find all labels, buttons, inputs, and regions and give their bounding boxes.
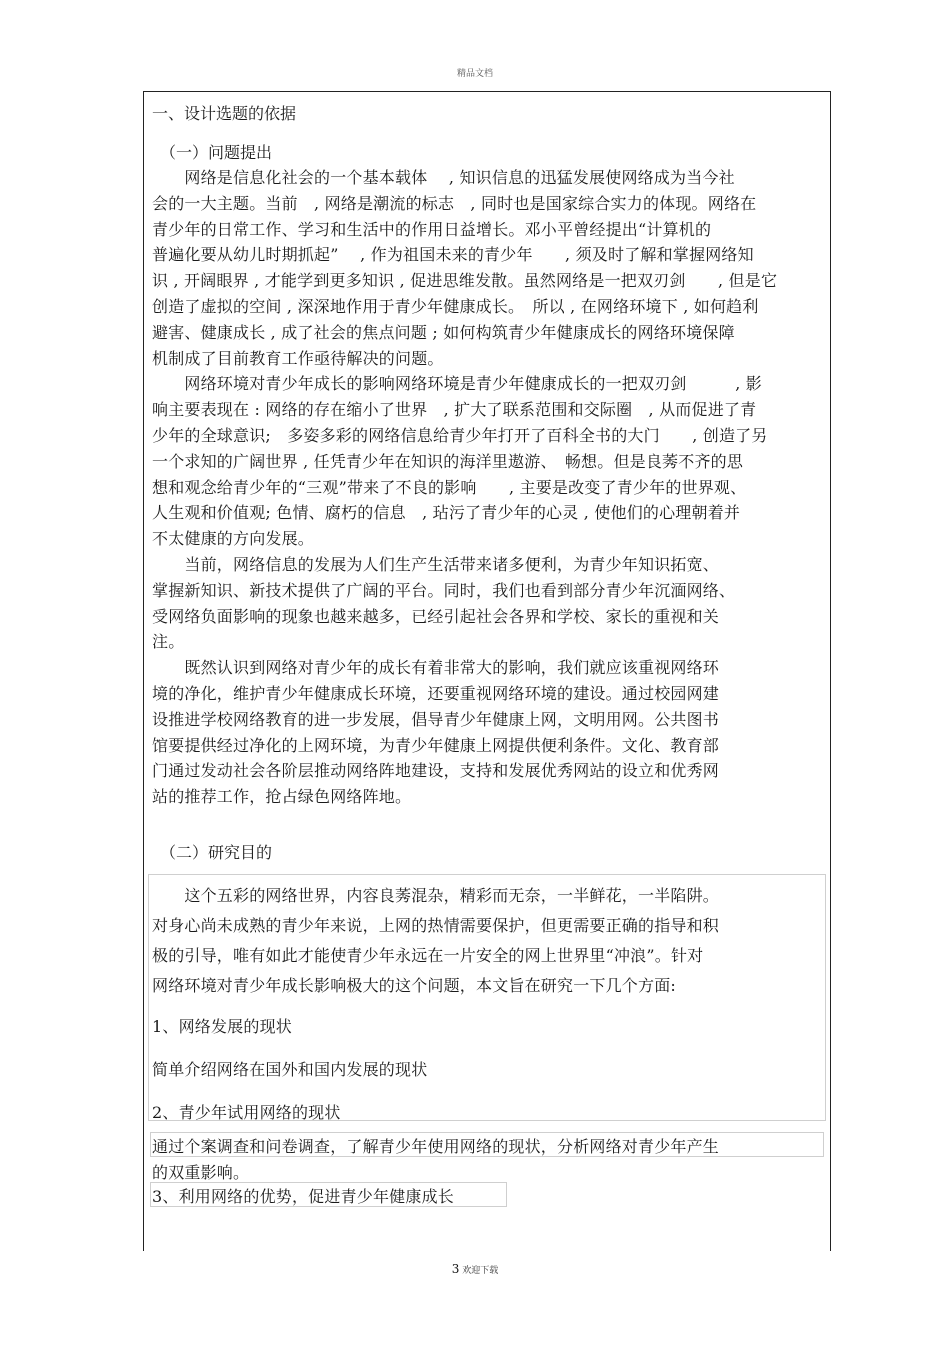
page-footer xyxy=(0,1262,950,1276)
problem-paragraph-line: 人生观和价值观; 色情、腐朽的信息 , 玷污了青少年的心灵 , 使他们的心理朝着并 xyxy=(152,503,741,523)
page-header: 精品文档 xyxy=(456,69,493,79)
item-2-desc-line-2: 的双重影响。 xyxy=(152,1163,250,1182)
problem-paragraph-line: 识 , 开阔眼界 , 才能学到更多知识 , 促进思维发散。虽然网络是一把双刃剑 , 但是它 xyxy=(152,271,778,291)
page-number: 3 xyxy=(451,1262,460,1276)
problem-paragraph-line: 会的一大主题。当前 , 网络是潮流的标志 , 同时也是国家综合实力的体现。网络在 xyxy=(152,193,757,213)
item-1-desc: 简单介绍网络在国外和国内发展的现状 xyxy=(152,1060,428,1079)
problem-paragraph-line: 掌握新知识、新技术提供了广阔的平台。同时，我们也看到部分青少年沉湎网络、 xyxy=(152,580,736,600)
footer-text: 欢迎下载 xyxy=(462,1266,499,1276)
problem-paragraph-line: 响主要表现在 : 网络的存在缩小了世界 , 扩大了联系范围和交际圈 , 从而促进了青 xyxy=(152,400,757,420)
purpose-paragraph-line: 这个五彩的网络世界，内容良莠混杂，精彩而无奈，一半鲜花，一半陷阱。 xyxy=(152,886,720,905)
problem-paragraph-line: 避害、健康成长 , 成了社会的焦点问题 ; 如何构筑青少年健康成长的网络环境保障 xyxy=(152,322,735,342)
problem-paragraph-line: 机制成了目前教育工作亟待解决的问题。 xyxy=(152,348,444,368)
problem-paragraph-line: 网络是信息化社会的一个基本载体 , 知识信息的迅猛发展使网络成为当今社 xyxy=(152,168,735,187)
section-title: 一、设计选题的依据 xyxy=(152,104,297,123)
problem-paragraph-line: 注。 xyxy=(152,632,185,652)
problem-paragraph-line: 普遍化要从幼儿时期抓起” , 作为祖国未来的青少年 , 须及时了解和掌握网络知 xyxy=(152,245,754,265)
problem-paragraph-line: 网络环境对青少年成长的影响网络环境是青少年健康成长的一把双刃剑 , 影 xyxy=(152,374,762,394)
problem-paragraph-line: 青少年的日常工作、学习和生活中的作用日益增长。邓小平曾经提出“计算机的 xyxy=(152,219,712,239)
problem-paragraph-line: 一个求知的广阔世界 , 任凭青少年在知识的海洋里遨游、 畅想。但是良莠不齐的思 xyxy=(152,451,744,471)
problem-paragraph-line: 不太健康的方向发展。 xyxy=(152,529,315,549)
problem-paragraph-line: 境的净化，维护青少年健康成长环境，还要重视网络环境的建设。通过校园网建 xyxy=(152,684,720,703)
problem-paragraph-line: 创造了虚拟的空间 , 深深地作用于青少年健康成长。 所以 , 在网络环境下 , 如何趋利 xyxy=(152,297,759,316)
problem-paragraph-line: 少年的全球意识; 多姿多彩的网络信息给青少年打开了百科全书的大门 , 创造了另 xyxy=(152,426,768,445)
problem-paragraph-line: 当前，网络信息的发展为人们生产生活带来诸多便利，为青少年知识拓宽、 xyxy=(152,555,720,574)
problem-paragraph-line: 站的推荐工作，抢占绿色网络阵地。 xyxy=(152,787,412,807)
problem-paragraph-line: 想和观念给青少年的“三观”带来了不良的影响 , 主要是改变了青少年的世界观、 xyxy=(152,477,747,497)
item-1-title: 1、网络发展的现状 xyxy=(152,1017,292,1036)
purpose-paragraph-line: 网络环境对青少年成长影响极大的这个问题，本文旨在研究一下几个方面: xyxy=(152,976,676,995)
item-2-title: 2、青少年试用网络的现状 xyxy=(152,1103,341,1122)
subsection-title-problem: （一）问题提出 xyxy=(160,143,273,162)
purpose-paragraph-line: 对身心尚未成熟的青少年来说，上网的热情需要保护，但更需要正确的指导和积 xyxy=(152,916,720,935)
purpose-text-box xyxy=(148,874,826,1121)
problem-paragraph-line: 馆要提供经过净化的上网环境，为青少年健康上网提供便利条件。文化、教育部 xyxy=(152,735,720,755)
subsection-title-purpose: （二）研究目的 xyxy=(160,843,273,862)
problem-paragraph-line: 既然认识到网络对青少年的成长有着非常大的影响，我们就应该重视网络环 xyxy=(152,658,720,678)
item-3-title: 3、利用网络的优势，促进青少年健康成长 xyxy=(152,1187,454,1206)
item-2-desc-line-1: 通过个案调查和问卷调查，了解青少年使用网络的现状，分析网络对青少年产生 xyxy=(152,1137,720,1156)
purpose-paragraph-line: 极的引导，唯有如此才能使青少年永远在一片安全的网上世界里“冲浪”。针对 xyxy=(152,946,704,965)
problem-paragraph-line: 受网络负面影响的现象也越来越多，已经引起社会各界和学校、家长的重视和关 xyxy=(152,606,720,626)
problem-paragraph-line: 门通过发动社会各阶层推动网络阵地建设，支持和发展优秀网站的设立和优秀网 xyxy=(152,761,720,781)
problem-paragraph-line: 设推进学校网络教育的进一步发展，倡导青少年健康上网，文明用网。公共图书 xyxy=(152,709,720,729)
